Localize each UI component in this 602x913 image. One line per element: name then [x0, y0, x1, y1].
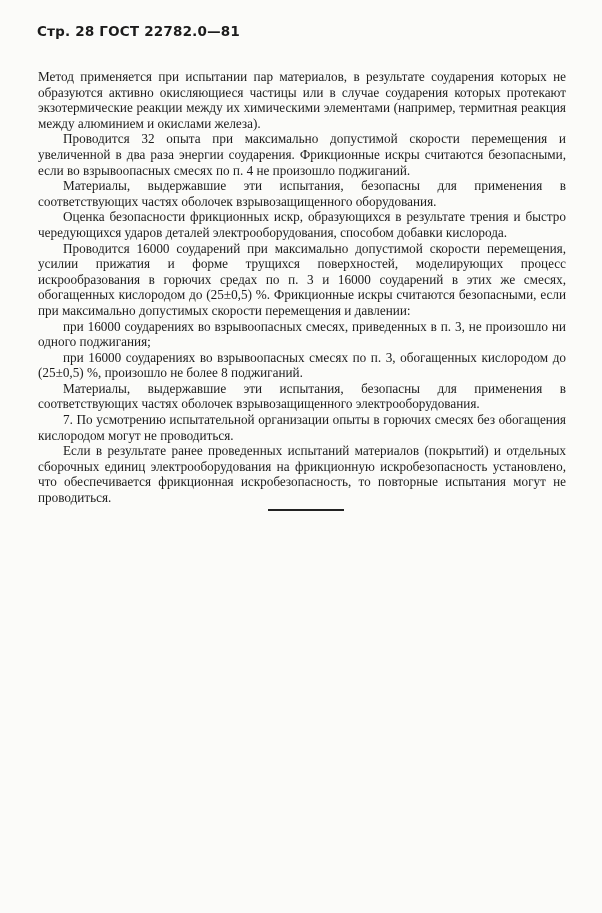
paragraph-condition-max-8: при 16000 соударениях во взрывоопасных смесях по п. 3, обогащенных кислородом до (25±0,5) %, произошло не более 8 поджиганий. [38, 349, 566, 381]
paragraph-method-description: Метод применяется при испытании пар материалов, в результате соударения которых не образуются активно окисляющиеся частицы или в случае соударения которых протекают экзотермические реакции между их химическими элементами (например, термитная реакция между алюминием и окислами железа). [38, 69, 566, 131]
body-text [38, 69, 566, 506]
paragraph-materials-safe-1: Материалы, выдержавшие эти испытания, безопасны для применения в соответствующих частях оболочек взрывозащищенного оборудования. [38, 178, 566, 209]
page-header: Стр. 28 ГОСТ 22782.0—81 [37, 24, 240, 40]
paragraph-16000-impacts: Проводится 16000 соударений при максимально допустимой скорости перемещения, усилии прижатия и форме трущихся поверхностей, моделирующих процесс искрообразования в горючих средах по п. 3 и 16000 соударений в этих же смесях, обогащенных кислородом до (25±0,5) %. Фрикционные искры считаются безопасными, если при максимально допустимых скорости перемещения и давлении: [38, 240, 566, 318]
paragraph-oxygen-method-heading: Оценка безопасности фрикционных искр, образующихся в результате трения и быстро чередующихся ударов деталей электрооборудования, способом добавки кислорода. [38, 209, 566, 240]
paragraph-32-tests: Проводится 32 опыта при максимально допустимой скорости перемещения и увеличенной в два раза энергии соударения. Фрикционные искры считаются безопасными, если во взрывоопасных смесях по п. 4 не произошло поджиганий. [38, 131, 566, 178]
paragraph-materials-safe-2: Материалы, выдержавшие эти испытания, безопасны для применения в соответствующих частях оболочек взрывозащищенного электрооборудования. [38, 380, 566, 412]
paragraph-repeat-tests: Если в результате ранее проведенных испытаний материалов (покрытий) и отдельных сборочных единиц электрооборудования на фрикционную искробезопасность установлено, что обеспечивается фрикционная искробезопасность, то повторные испытания могут не проводиться. [38, 443, 566, 506]
paragraph-item-7: 7. По усмотрению испытательной организации опыты в горючих смесях без обогащения кислородом могут не проводиться. [38, 412, 566, 443]
closing-rule [268, 509, 344, 511]
paragraph-condition-no-ignition: при 16000 соударениях во взрывоопасных смесях, приведенных в п. 3, не произошло ни одного поджигания; [38, 318, 566, 350]
